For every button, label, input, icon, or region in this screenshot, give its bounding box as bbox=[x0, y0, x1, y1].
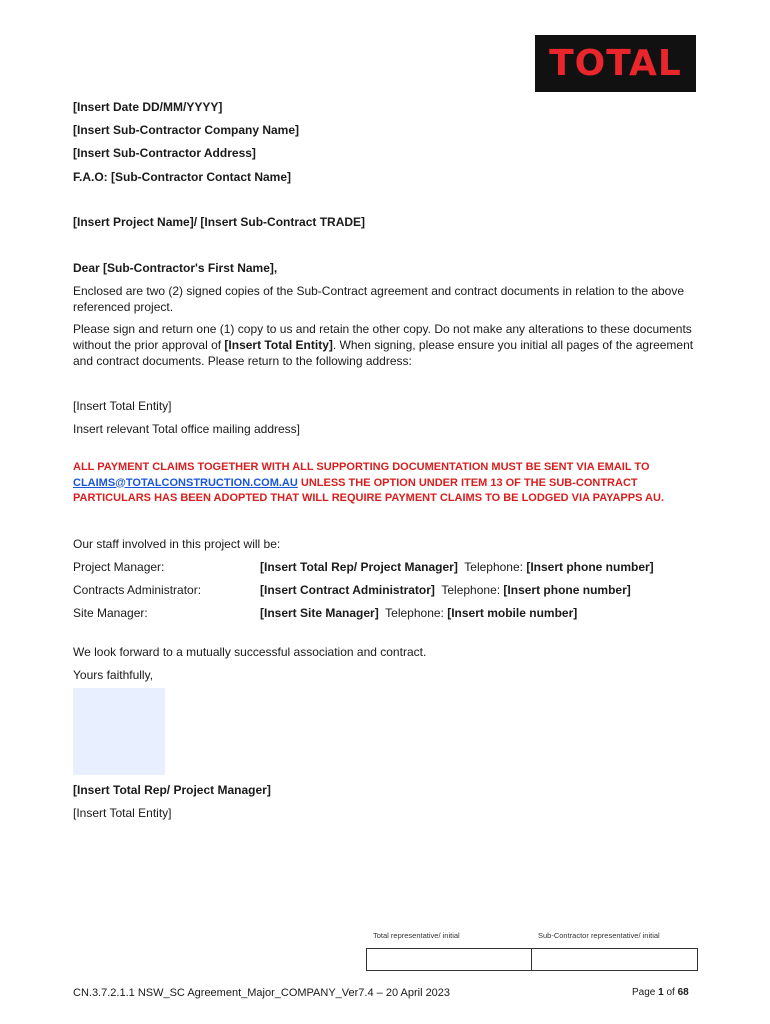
page-total: 68 bbox=[677, 987, 689, 998]
page-current: 1 bbox=[658, 987, 664, 998]
closing-line: We look forward to a mutually successful association and contract. bbox=[73, 645, 427, 659]
instructions-text-start: Please sign and return one (1) copy to us and retain the other copy. Do not make any alterations to these documents without the prior approval of bbox=[73, 322, 692, 352]
page-number bbox=[632, 987, 689, 998]
telephone-label: Telephone: bbox=[378, 606, 448, 620]
salutation: Dear [Sub-Contractor's First Name], bbox=[73, 261, 278, 275]
telephone-value: [Insert mobile number] bbox=[447, 606, 578, 620]
staff-intro: Our staff involved in this project will be: bbox=[73, 537, 281, 551]
logo-text: TOTAL bbox=[549, 43, 682, 84]
total-logo bbox=[535, 35, 696, 92]
staff-label-project-manager: Project Manager: bbox=[73, 560, 165, 574]
staff-name: [Insert Total Rep/ Project Manager] bbox=[260, 560, 458, 574]
document-reference: CN.3.7.2.1.1 NSW_SC Agreement_Major_COMPANY_Ver7.4 – 20 April 2023 bbox=[73, 987, 451, 999]
total-initial-box[interactable] bbox=[366, 948, 532, 971]
date-field: [Insert Date DD/MM/YYYY] bbox=[73, 100, 223, 114]
fao-field: F.A.O: [Sub-Contractor Contact Name] bbox=[73, 170, 292, 184]
company-address-field: [Insert Sub-Contractor Address] bbox=[73, 146, 256, 160]
staff-name: [Insert Site Manager] bbox=[260, 606, 379, 620]
staff-label-site-manager: Site Manager: bbox=[73, 606, 148, 620]
signer-entity: [Insert Total Entity] bbox=[73, 806, 172, 820]
paragraph-instructions bbox=[73, 321, 698, 369]
claims-email-link[interactable]: CLAIMS@TOTALCONSTRUCTION.COM.AU bbox=[73, 476, 298, 489]
staff-value-project-manager bbox=[260, 560, 654, 575]
instructions-entity: [Insert Total Entity] bbox=[224, 338, 333, 352]
total-initial-label: Total representative/ initial bbox=[373, 931, 460, 940]
staff-label-contracts-admin: Contracts Administrator: bbox=[73, 583, 202, 597]
staff-name: [Insert Contract Administrator] bbox=[260, 583, 435, 597]
company-name-field: [Insert Sub-Contractor Company Name] bbox=[73, 123, 300, 137]
staff-value-contracts-admin bbox=[260, 583, 631, 598]
telephone-value: [Insert phone number] bbox=[526, 560, 654, 574]
return-entity: [Insert Total Entity] bbox=[73, 399, 172, 413]
sign-off: Yours faithfully, bbox=[73, 668, 154, 682]
staff-value-site-manager bbox=[260, 606, 577, 621]
subcontractor-initial-label: Sub-Contractor representative/ initial bbox=[538, 931, 660, 940]
return-office-address: Insert relevant Total office mailing address] bbox=[73, 422, 301, 436]
signature-field[interactable] bbox=[73, 688, 165, 775]
telephone-value: [Insert phone number] bbox=[503, 583, 631, 597]
subcontractor-initial-box[interactable] bbox=[531, 948, 698, 971]
of-word: of bbox=[663, 987, 678, 998]
notice-line2: UNLESS THE OPTION UNDER ITEM 13 OF THE SUB-CONTRACT PARTICULARS HAS BEEN ADOPTED THAT WILL REQUIRE PAYMENT CLAIMS TO BE LODGED VIA PAYAPPS AU. bbox=[73, 476, 664, 504]
page-word: Page bbox=[632, 987, 659, 998]
notice-line1: ALL PAYMENT CLAIMS TOGETHER WITH ALL SUPPORTING DOCUMENTATION MUST BE SENT VIA EMAIL TO bbox=[73, 461, 650, 473]
subject-line: [Insert Project Name]/ [Insert Sub-Contract TRADE] bbox=[73, 215, 366, 229]
paragraph-enclosed: Enclosed are two (2) signed copies of the Sub-Contract agreement and contract documents in relation to the above referenced project. bbox=[73, 284, 685, 314]
signer-name: [Insert Total Rep/ Project Manager] bbox=[73, 783, 271, 797]
payment-claims-notice bbox=[73, 460, 698, 507]
telephone-label: Telephone: bbox=[457, 560, 527, 574]
instructions-text-end: . When signing, please ensure you initial all pages of the agreement and contract documents. Please return to the following address: bbox=[73, 338, 694, 368]
telephone-label: Telephone: bbox=[434, 583, 504, 597]
